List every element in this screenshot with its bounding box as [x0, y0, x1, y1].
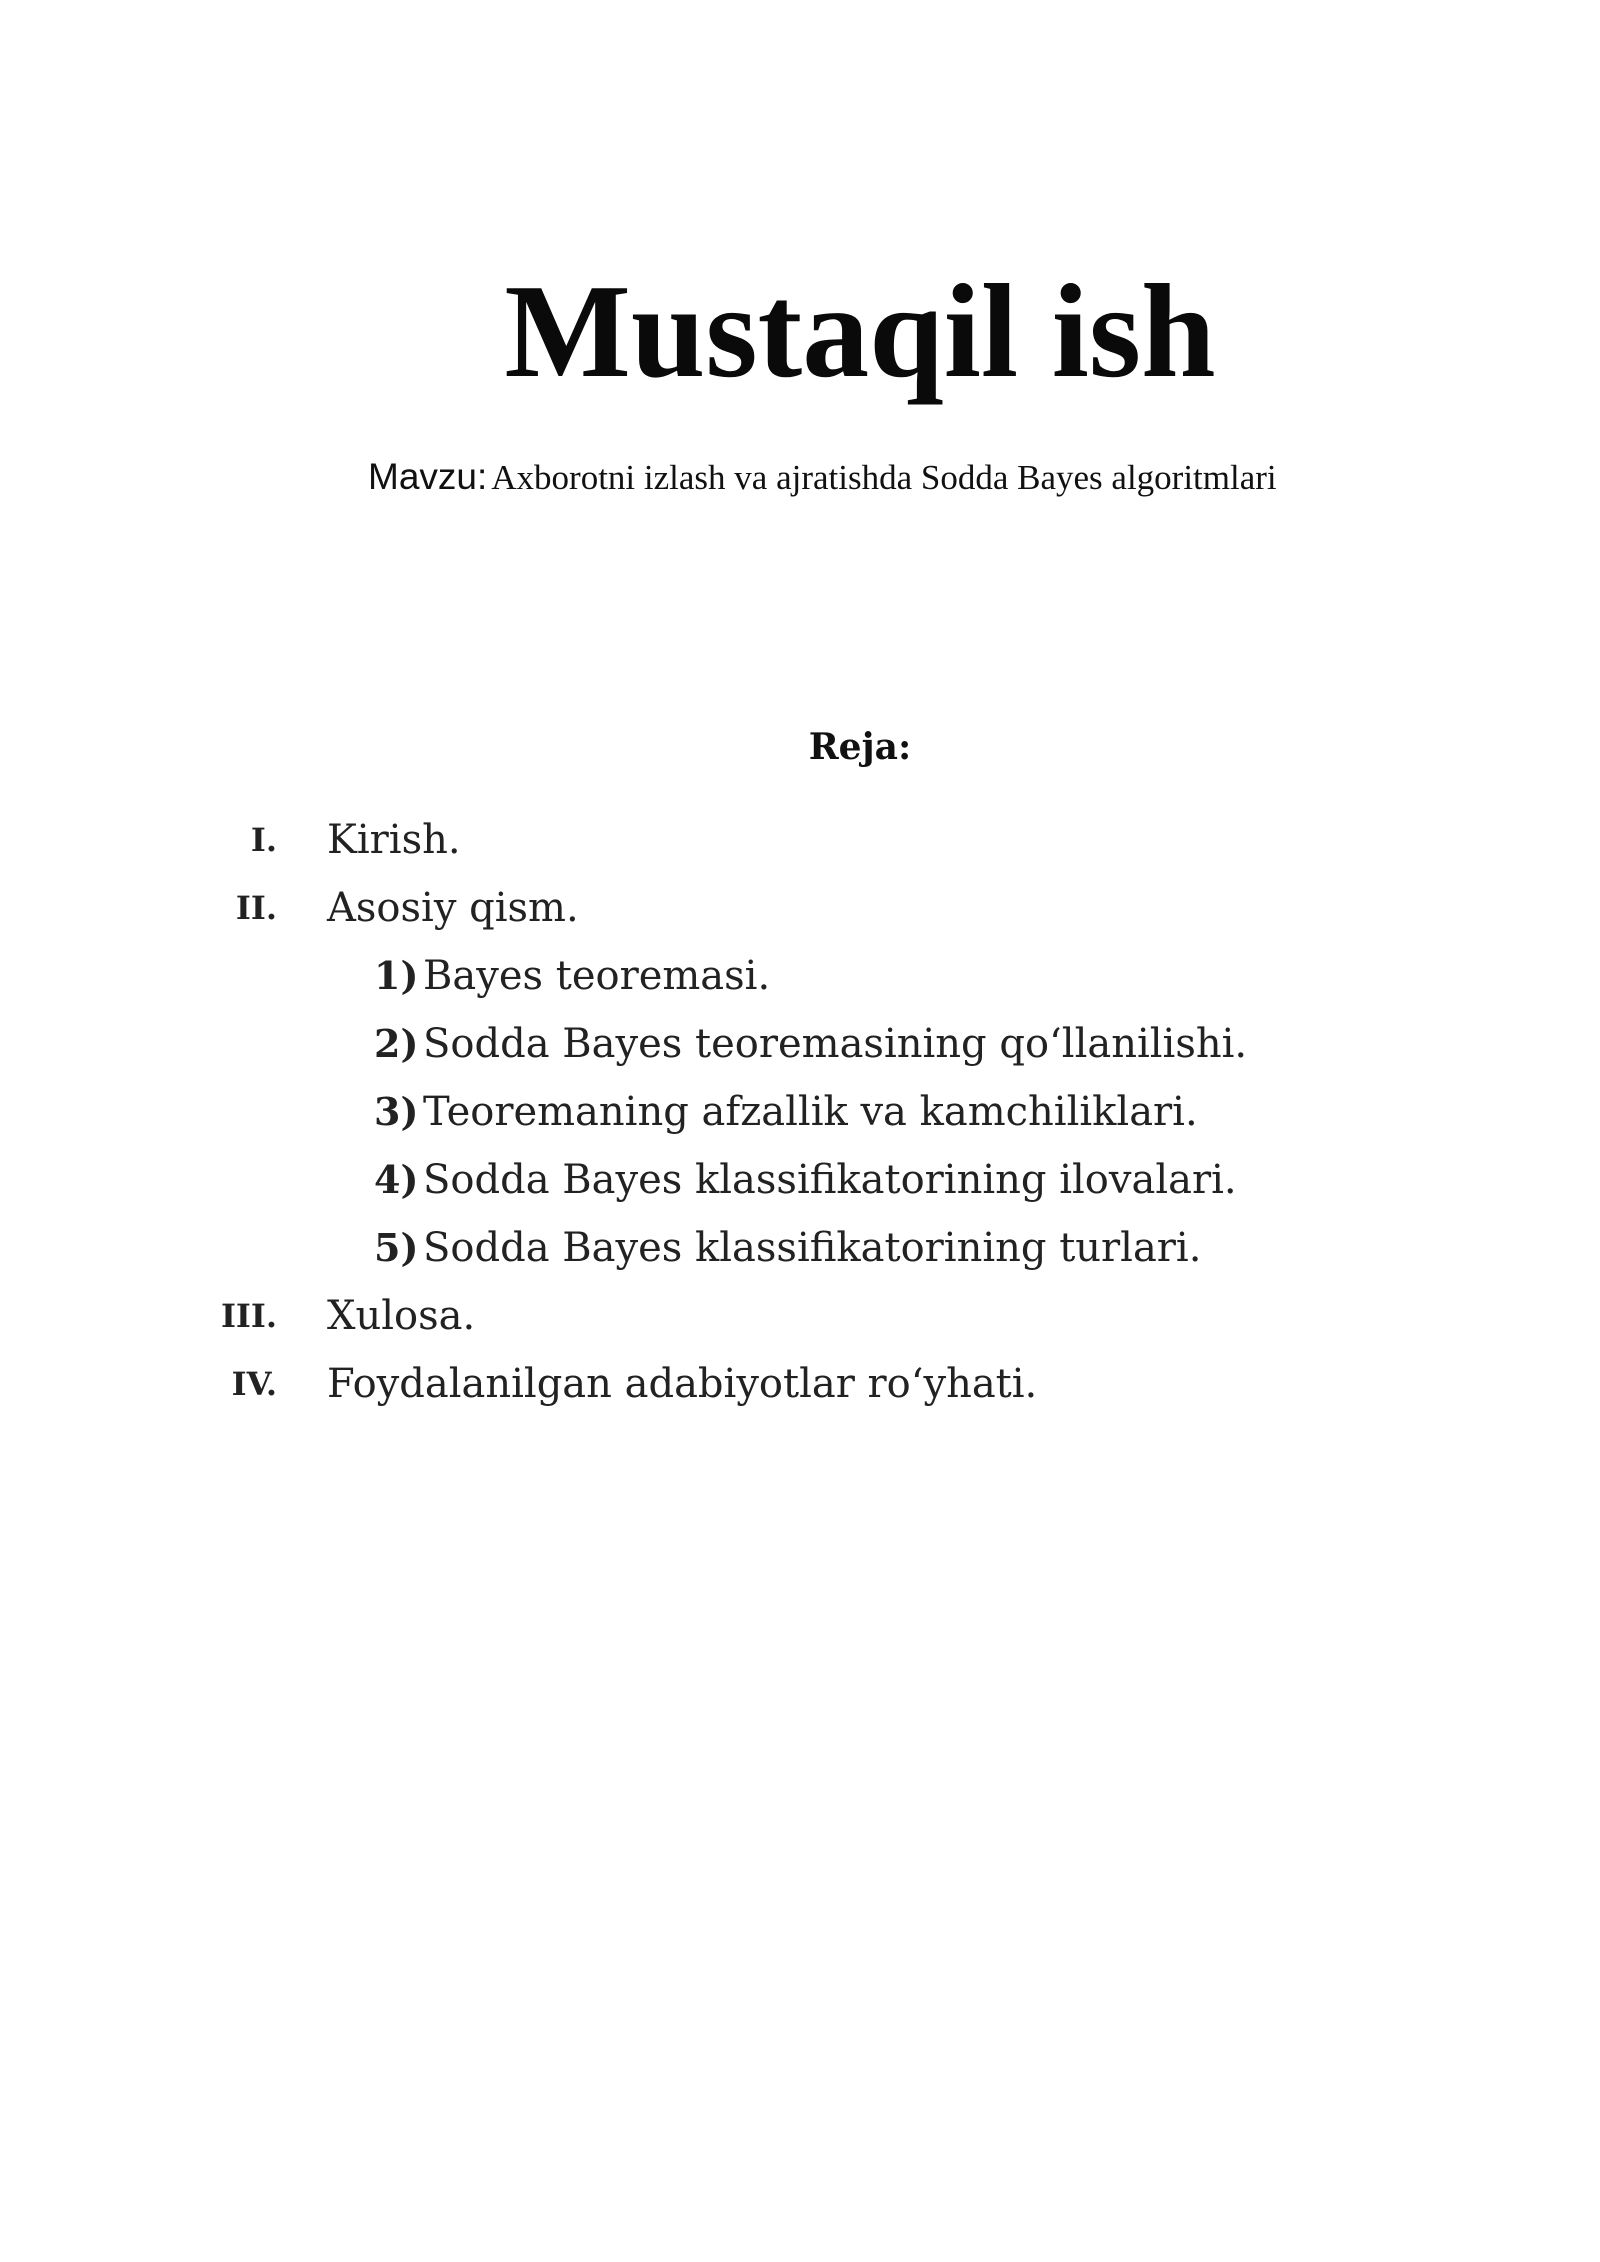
- plan-subitem: [0, 1078, 1600, 1146]
- plan-item-number: I.: [250, 821, 277, 859]
- plan-subitem-number: 3): [374, 1089, 419, 1134]
- plan-item-number: III.: [220, 1297, 277, 1335]
- plan-subitem-text: Sodda Bayes klassifikatorining turlari.: [423, 1225, 1202, 1271]
- plan-subitem-text: Bayes teoremasi.: [423, 953, 771, 999]
- plan-subitem-text: Teoremaning afzallik va kamchiliklari.: [423, 1089, 1198, 1135]
- plan-subitem: [0, 1146, 1600, 1214]
- subject-label: Mavzu:: [368, 456, 488, 497]
- plan-subitem: [0, 1010, 1600, 1078]
- plan-subitem-text: Sodda Bayes teoremasining qo‘llanilishi.: [423, 1021, 1248, 1067]
- plan-heading: Reja:: [808, 726, 912, 768]
- document-title: Mustaqil ish: [504, 257, 1216, 405]
- plan-subitem-text: Sodda Bayes klassifikatorining ilovalari.: [423, 1157, 1237, 1203]
- subject-line: [368, 452, 1277, 510]
- plan-item-main: [0, 806, 1600, 874]
- plan-item-text: Foydalanilgan adabiyotlar ro‘yhati.: [327, 1361, 1038, 1407]
- plan-subitem: [0, 1214, 1600, 1282]
- plan-item-main: [0, 1282, 1600, 1350]
- plan-list: [0, 806, 1600, 1418]
- plan-item-text: Xulosa.: [327, 1293, 476, 1339]
- plan-item-text: Asosiy qism.: [327, 885, 579, 931]
- subject-text: Axborotni izlash va ajratishda Sodda Bayes algoritmlari: [491, 458, 1277, 497]
- plan-subitem: [0, 942, 1600, 1010]
- plan-item-main: [0, 874, 1600, 942]
- plan-item-main: [0, 1350, 1600, 1418]
- plan-item-text: Kirish.: [327, 817, 461, 863]
- plan-subitem-number: 4): [374, 1157, 419, 1202]
- plan-item-number: II.: [235, 889, 277, 927]
- plan-subitem-number: 2): [374, 1021, 419, 1066]
- plan-subitem-number: 5): [374, 1225, 419, 1270]
- plan-subitem-number: 1): [374, 953, 419, 998]
- plan-item-number: IV.: [231, 1365, 277, 1403]
